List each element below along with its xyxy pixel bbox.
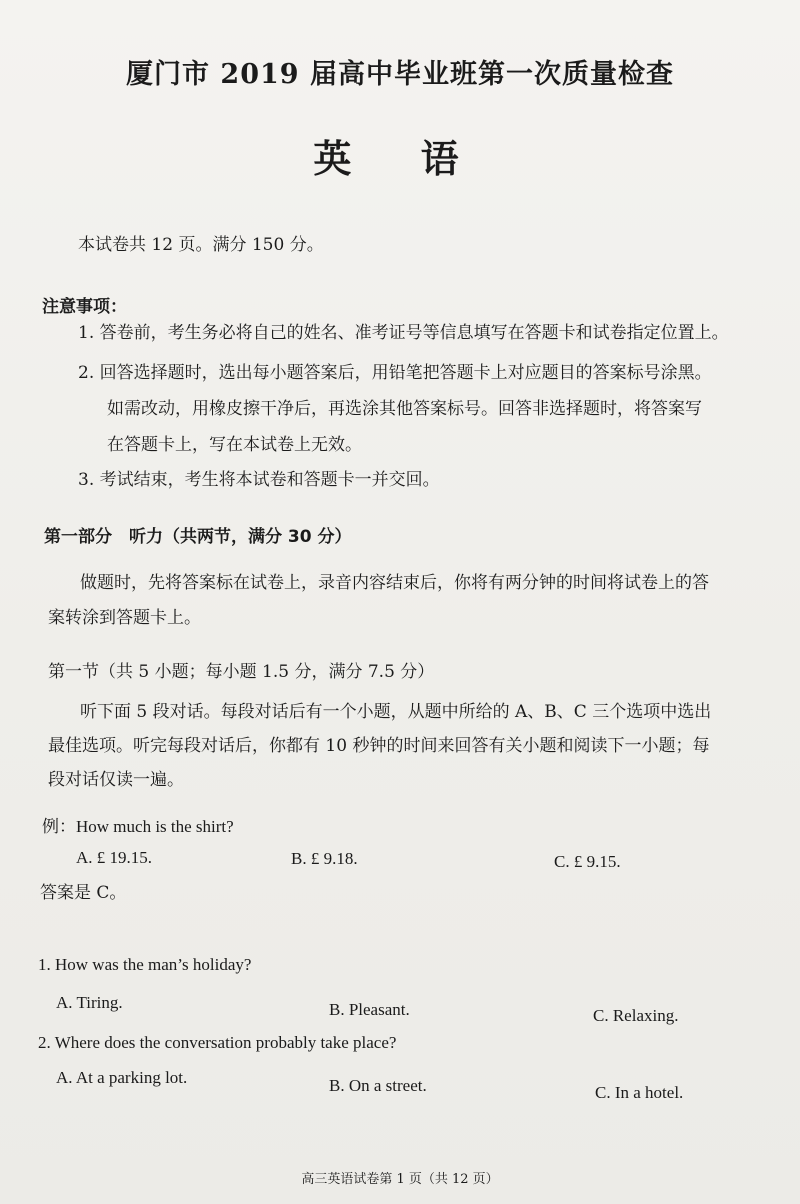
example-option-a: A. £ 19.15.	[76, 848, 153, 867]
part1-instruction: 案转涂到答题卡上。	[48, 608, 201, 628]
question-1-option-b: B. Pleasant.	[329, 1000, 410, 1019]
notice-item: 如需改动，用橡皮擦干净后，再选涂其他答案标号。回答非选择题时，将答案写	[107, 399, 702, 419]
exam-title: 厦门市 2019 届高中毕业班第一次质量检查	[126, 59, 674, 90]
example-option-b: B. £ 9.18.	[291, 849, 358, 868]
subject-title: 英 语	[313, 136, 487, 181]
notice-item: 2. 回答选择题时，选出每小题答案后，用铅笔把答题卡上对应题目的答案标号涂黑。	[78, 363, 712, 383]
question-1-option-a: A. Tiring.	[56, 993, 123, 1012]
question-2-option-b: B. On a street.	[329, 1076, 427, 1095]
section1-instruction: 最佳选项。听完每段对话后，你都有 10 秒钟的时间来回答有关小题和阅读下一小题；每	[48, 736, 710, 756]
section1-instruction: 听下面 5 段对话。每段对话后有一个小题，从题中所给的 A、B、C 三个选项中选出	[80, 702, 712, 722]
example-question: 例：How much is the shirt?	[42, 817, 234, 836]
section1-instruction: 段对话仅读一遍。	[48, 770, 184, 790]
part1-instruction: 做题时，先将答案标在试卷上，录音内容结束后，你将有两分钟的时间将试卷上的答	[80, 573, 709, 593]
question-1-option-c: C. Relaxing.	[593, 1006, 679, 1025]
example-option-c: C. £ 9.15.	[554, 852, 621, 871]
notice-item: 1. 答卷前，考生务必将自己的姓名、准考证号等信息填写在答题卡和试卷指定位置上。	[78, 323, 729, 343]
example-answer: 答案是 C。	[40, 883, 127, 903]
section1-heading: 第一节（共 5 小题；每小题 1.5 分，满分 7.5 分）	[48, 662, 435, 682]
question-1: 1. How was the man’s holiday?	[38, 955, 252, 974]
page-footer: 高三英语试卷第 1 页（共 12 页）	[301, 1172, 499, 1187]
notice-item: 3. 考试结束，考生将本试卷和答题卡一并交回。	[78, 470, 440, 490]
question-2-option-a: A. At a parking lot.	[56, 1068, 188, 1087]
page-count-note: 本试卷共 12 页。满分 150 分。	[78, 235, 324, 255]
notice-item: 在答题卡上，写在本试卷上无效。	[107, 435, 362, 455]
notice-heading: 注意事项：	[42, 297, 127, 317]
part1-heading: 第一部分 听力（共两节，满分 30 分）	[44, 527, 352, 547]
question-2: 2. Where does the conversation probably take place?	[38, 1033, 397, 1052]
question-2-option-c: C. In a hotel.	[595, 1083, 684, 1102]
